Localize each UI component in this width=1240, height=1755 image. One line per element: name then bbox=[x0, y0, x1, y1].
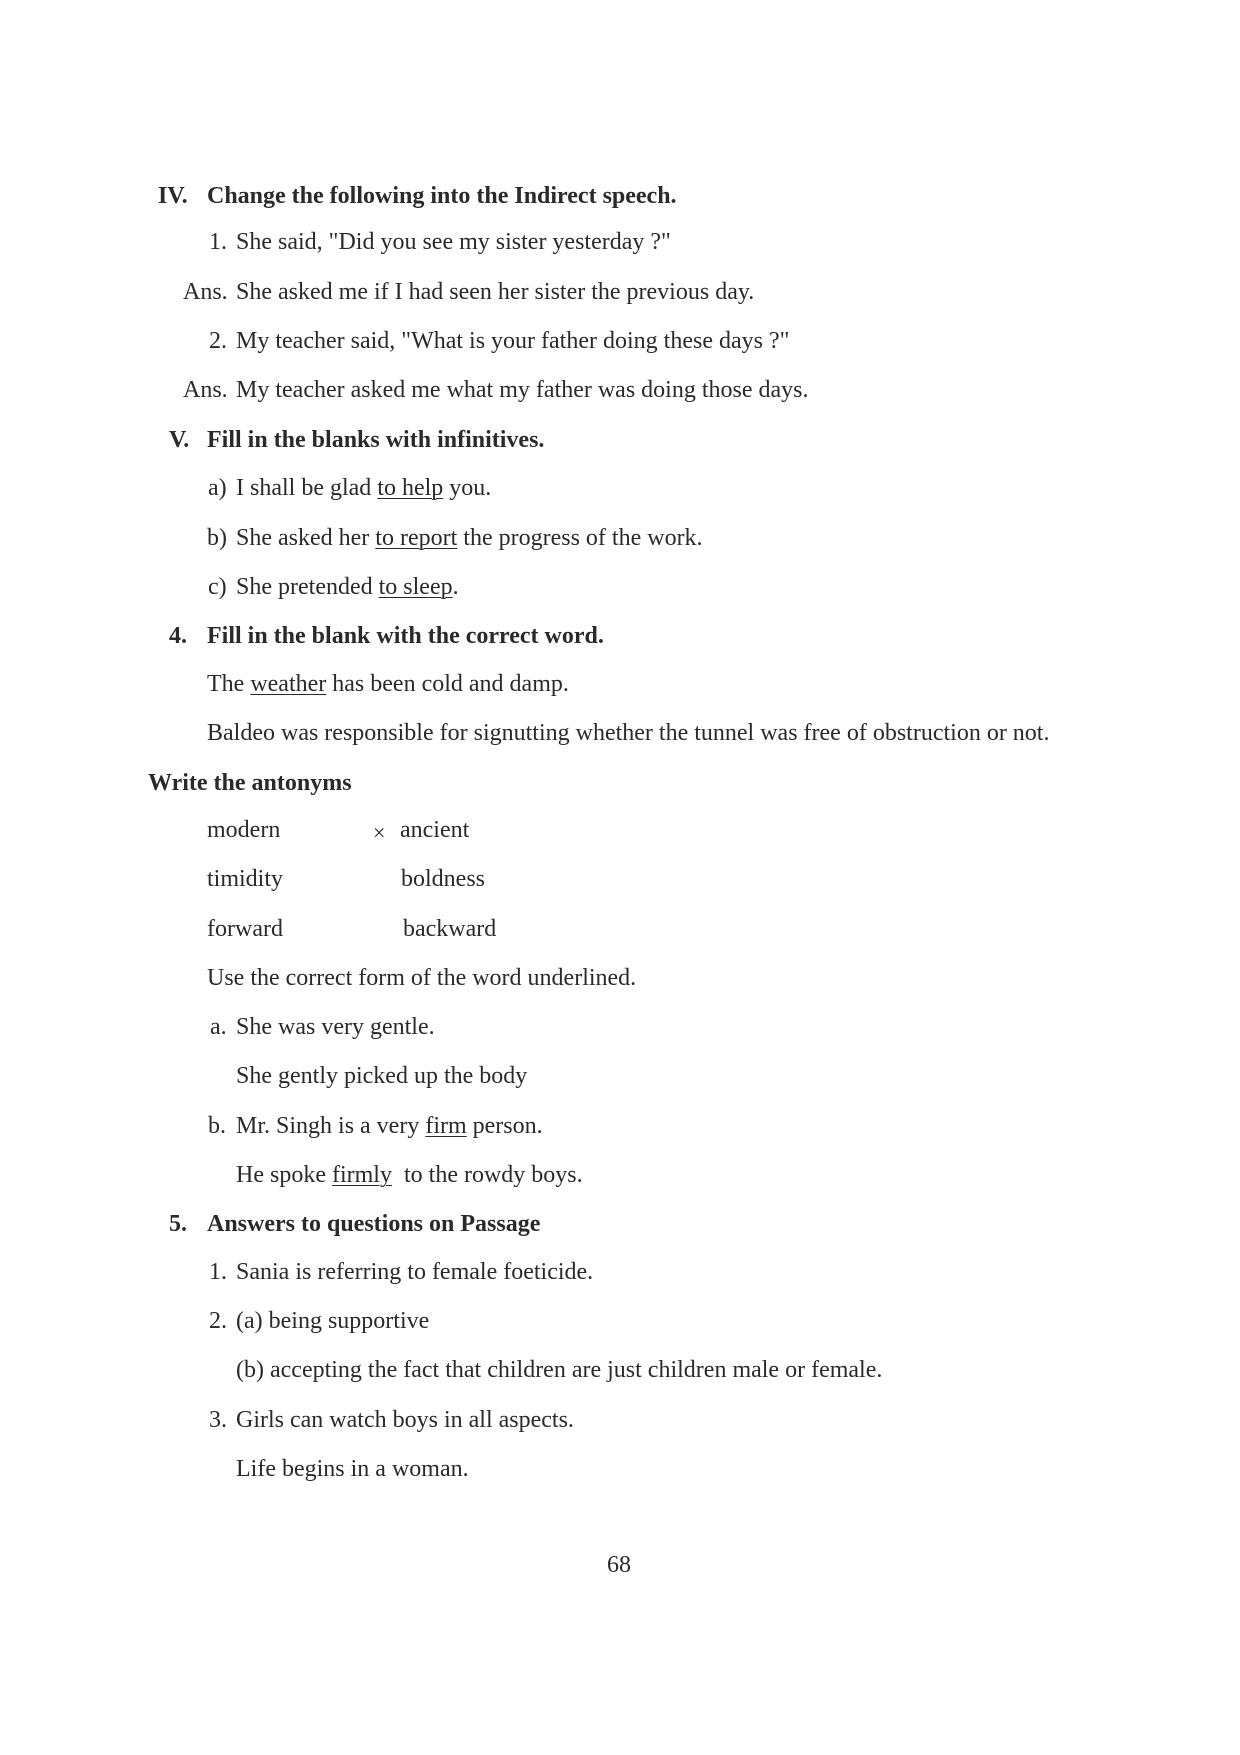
fill-blank-sentence: Baldeo was responsible for signutting whether the tunnel was free of obstruction or not. bbox=[207, 720, 1050, 746]
section-iv-title: Change the following into the Indirect speech. bbox=[207, 183, 677, 209]
sentence-part: The bbox=[207, 671, 251, 697]
section-5-title: Answers to questions on Passage bbox=[207, 1211, 541, 1237]
answer-text: Sania is referring to female foeticide. bbox=[236, 1259, 594, 1285]
answer-text: Girls can watch boys in all aspects. bbox=[236, 1407, 574, 1433]
antonym-word: timidity bbox=[207, 866, 284, 892]
answer-text: Life begins in a woman. bbox=[236, 1456, 469, 1482]
sentence-part: . bbox=[452, 574, 459, 600]
answer-text: My teacher asked me what my father was doing those days. bbox=[236, 377, 809, 403]
sentence-part: She asked her bbox=[236, 525, 376, 551]
underlined-answer: weather bbox=[250, 671, 327, 697]
sentence-part: has been cold and damp. bbox=[326, 671, 569, 697]
correct-form-instruction: Use the correct form of the word underlined. bbox=[207, 965, 637, 991]
underlined-word: firm bbox=[425, 1113, 467, 1139]
antonyms-title: Write the antonyms bbox=[148, 770, 352, 796]
answer-number: 3. bbox=[209, 1407, 227, 1433]
sentence-part: I shall be glad bbox=[236, 475, 378, 501]
item-label: b) bbox=[207, 525, 227, 551]
question-text: She said, "Did you see my sister yesterday ?" bbox=[236, 229, 671, 255]
antonym-answer: ancient bbox=[400, 817, 470, 843]
underlined-answer: to help bbox=[377, 475, 444, 501]
infinitive-sentence bbox=[236, 526, 703, 550]
antonym-answer: boldness bbox=[401, 866, 485, 892]
underlined-answer: to sleep bbox=[378, 574, 453, 600]
form-answer: She gently picked up the body bbox=[236, 1063, 528, 1089]
section-v-title: Fill in the blanks with infinitives. bbox=[207, 427, 545, 453]
answer-text: She asked me if I had seen her sister the previous day. bbox=[236, 279, 755, 305]
antonym-answer: backward bbox=[403, 916, 497, 942]
item-label: a. bbox=[210, 1014, 227, 1040]
page-number: 68 bbox=[607, 1552, 631, 1578]
answer-number: 1. bbox=[209, 1259, 227, 1285]
infinitive-sentence bbox=[236, 575, 459, 599]
question-number: 2. bbox=[209, 328, 227, 354]
question-number: 1. bbox=[209, 229, 227, 255]
answer-number: 2. bbox=[209, 1308, 227, 1334]
antonym-word: modern bbox=[207, 817, 281, 843]
sentence-part: the progress of the work. bbox=[457, 525, 703, 551]
answer-label: Ans. bbox=[183, 377, 228, 403]
sentence-part: He spoke bbox=[236, 1162, 332, 1188]
form-answer bbox=[236, 1163, 583, 1187]
sentence-part: Mr. Singh is a very bbox=[236, 1113, 426, 1139]
section-4-title: Fill in the blank with the correct word. bbox=[207, 623, 604, 649]
sentence-part: to the rowdy boys. bbox=[391, 1162, 583, 1188]
section-4-marker: 4. bbox=[169, 623, 187, 649]
question-text: My teacher said, "What is your father doing these days ?" bbox=[236, 328, 790, 354]
sentence-part: person. bbox=[466, 1113, 543, 1139]
section-v-marker: V. bbox=[169, 427, 190, 453]
answer-text: (a) being supportive bbox=[236, 1308, 430, 1334]
form-sentence: She was very gentle. bbox=[236, 1014, 435, 1040]
underlined-answer: to report bbox=[375, 525, 458, 551]
section-iv-marker: IV. bbox=[158, 183, 188, 209]
item-label: a) bbox=[208, 475, 227, 501]
antonym-word: forward bbox=[207, 916, 283, 942]
sentence-part: She pretended bbox=[236, 574, 379, 600]
infinitive-sentence bbox=[236, 476, 491, 500]
section-5-marker: 5. bbox=[169, 1211, 187, 1237]
sentence-part: you. bbox=[443, 475, 492, 501]
item-label: b. bbox=[208, 1113, 226, 1139]
cross-icon: × bbox=[373, 820, 386, 845]
answer-label: Ans. bbox=[183, 279, 228, 305]
item-label: c) bbox=[208, 574, 227, 600]
answer-text: (b) accepting the fact that children are just children male or female. bbox=[236, 1357, 883, 1383]
form-sentence bbox=[236, 1114, 543, 1138]
underlined-answer: firmly bbox=[331, 1162, 392, 1188]
fill-blank-sentence bbox=[207, 672, 569, 696]
